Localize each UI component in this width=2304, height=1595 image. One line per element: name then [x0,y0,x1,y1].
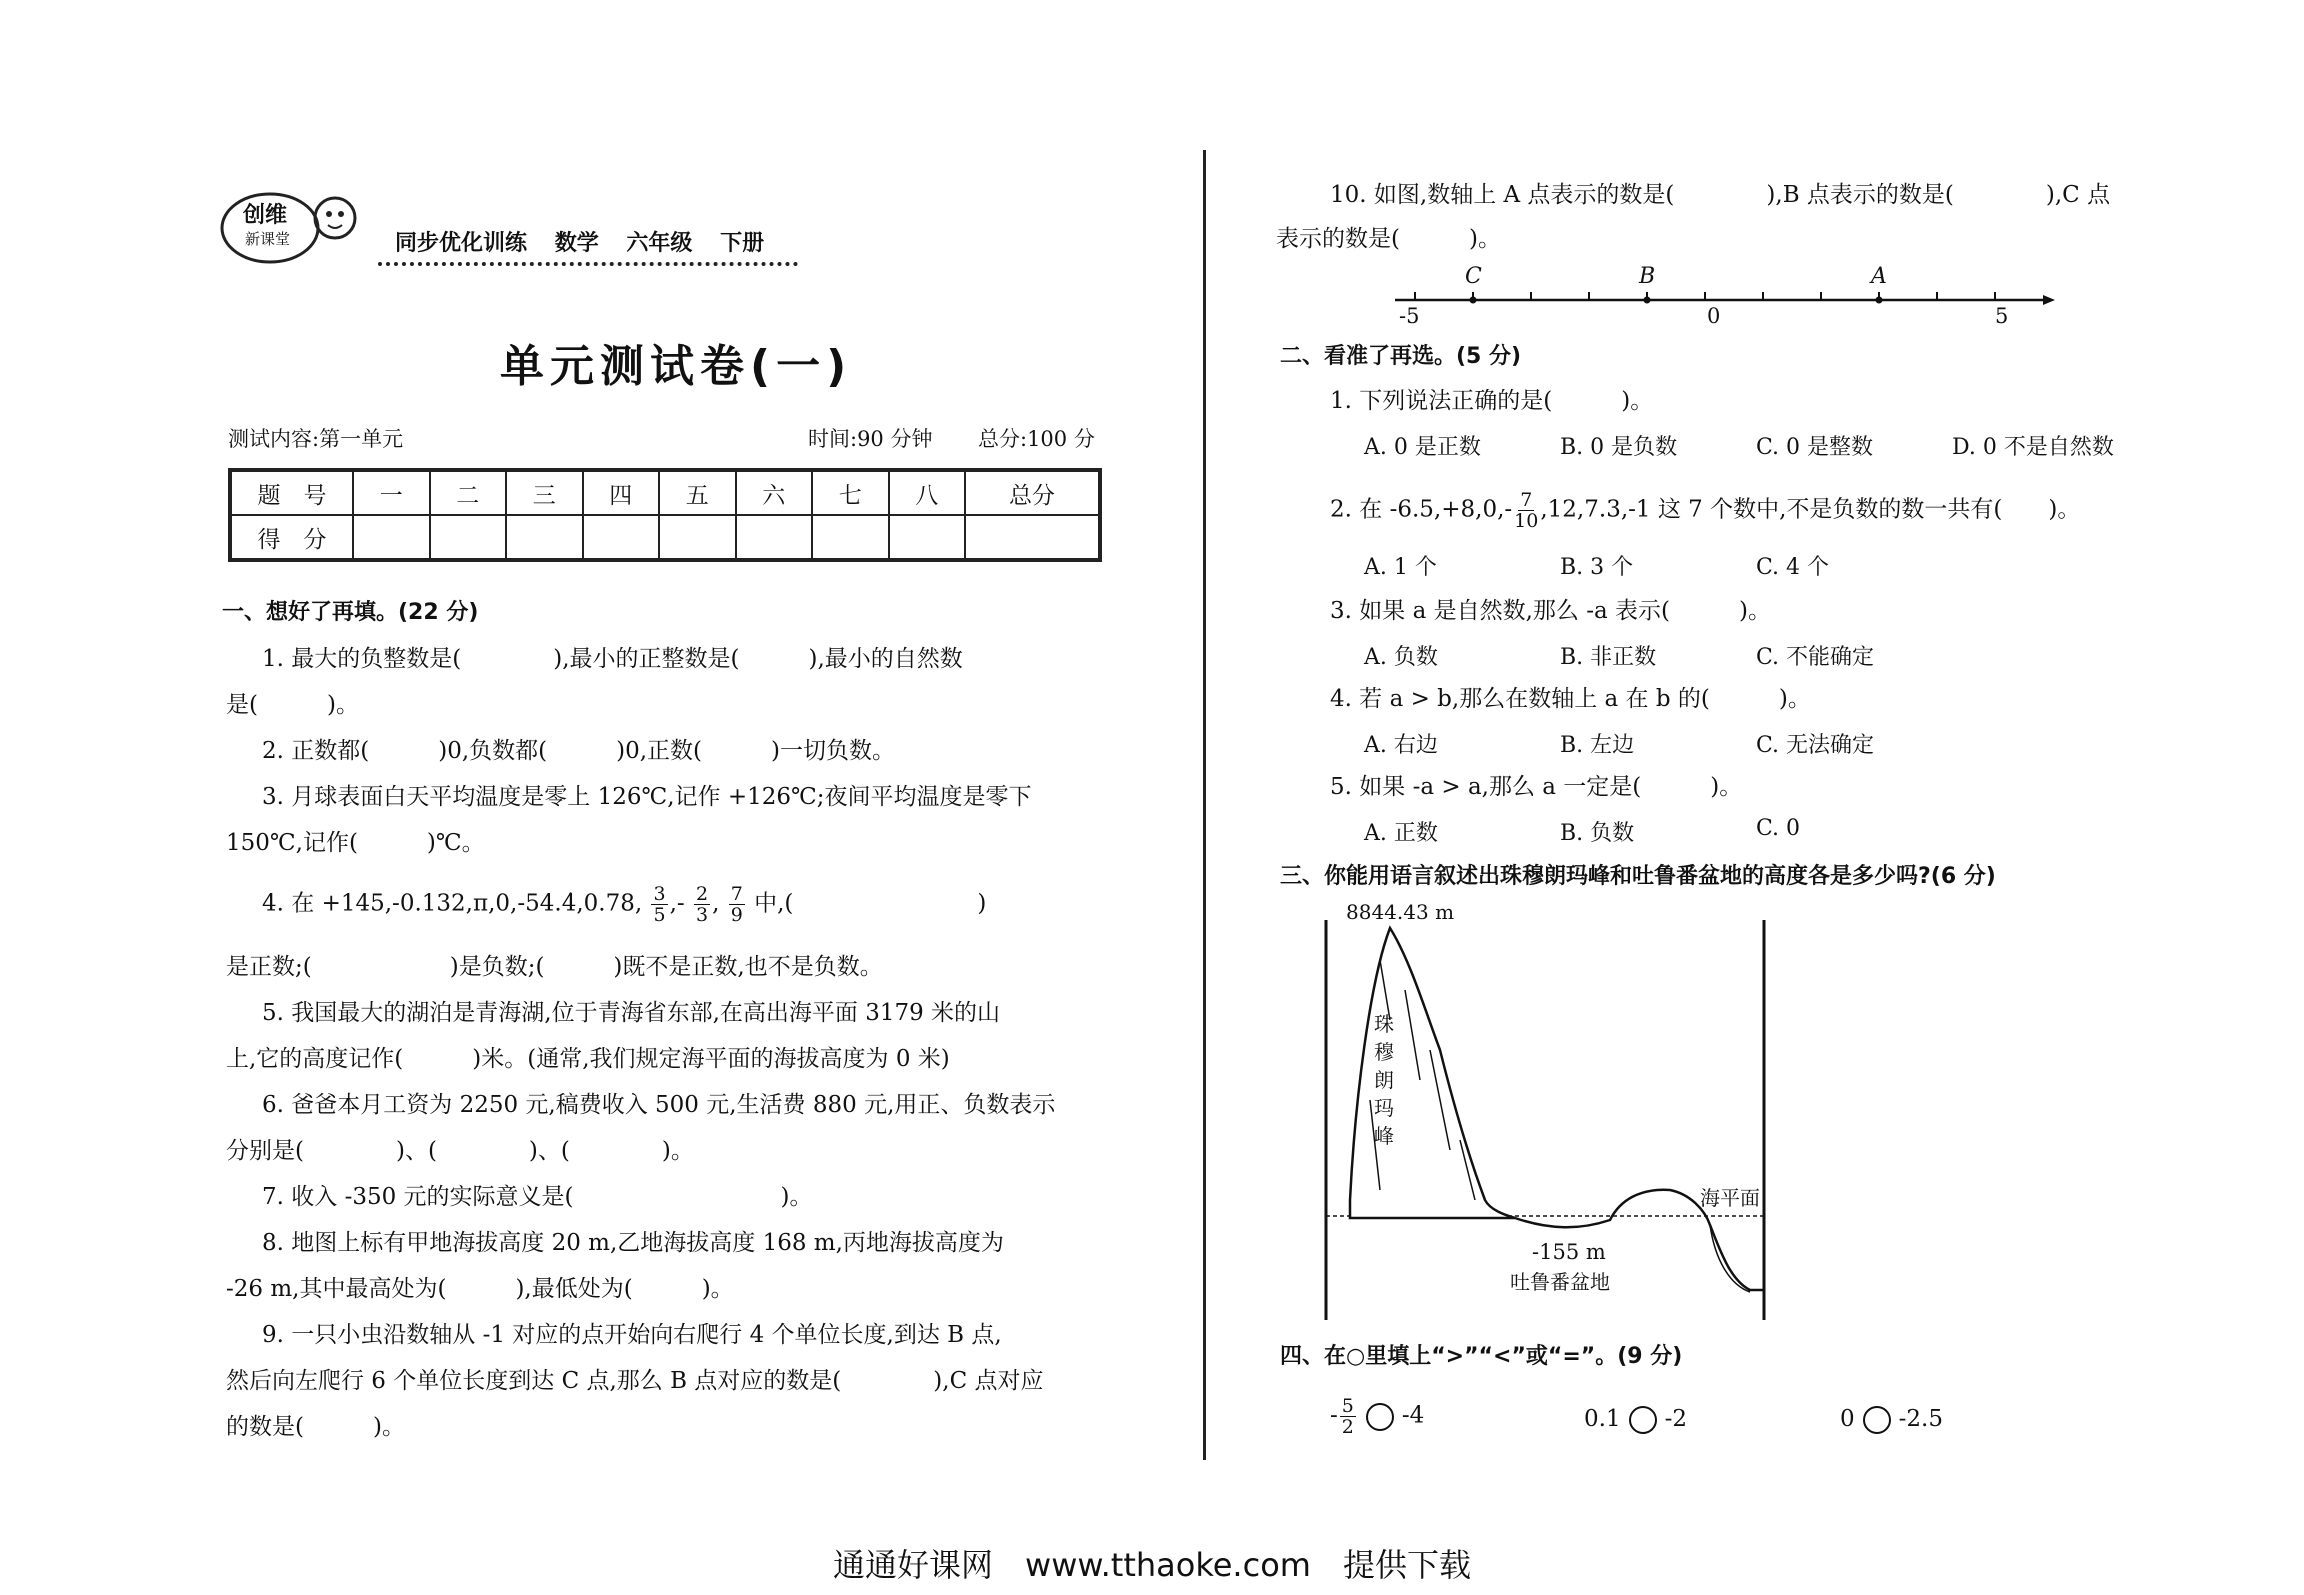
table-cell: 二 [430,470,507,515]
number-line [1395,264,2055,330]
label-a: A [1871,264,1887,289]
compare-value: -2.5 [1898,1406,1943,1432]
table-row [230,515,1100,560]
peak-name: 珠穆朗玛峰 [1374,1012,1394,1148]
q10-line2: 表示的数是( )。 [1276,226,1501,252]
question-line: 4. 在 +145,-0.132,π,0,-54.4̇,0.78, $\frac{3}{5}$ ,- $\frac{2}{3}$ , $\frac{7}{9}$ 中,( ) [262,883,987,926]
score-cell[interactable] [583,515,660,560]
question-line: 2. 正数都( )0,负数都( )0,正数( )一切负数。 [262,738,895,764]
question-line: 8. 地图上标有甲地海拔高度 20 m,乙地海拔高度 168 m,丙地海拔高度为 [262,1230,1004,1256]
fraction: $\frac{5}{2}$ [1341,1395,1354,1438]
option[interactable]: A. 1 个 [1364,555,1437,580]
elevation-diagram [1310,900,1780,1320]
series-name: 同步优化训练 [395,231,528,256]
question-line: 上,它的高度记作( )米。(通常,我们规定海平面的海拔高度为 0 米) [226,1046,950,1072]
score-cell[interactable] [736,515,813,560]
table-cell: 五 [659,470,736,515]
option[interactable]: B. 非正数 [1560,645,1657,670]
grade: 六年级 [626,231,693,256]
compare-item [1840,1404,1943,1434]
section3-title: 三、你能用语言叙述出珠穆朗玛峰和吐鲁番盆地的高度各是多少吗?(6 分) [1280,864,1996,889]
option[interactable]: C. 无法确定 [1756,733,1875,758]
question-line: 是( )。 [226,692,359,718]
question-line: 5. 如果 -a > a,那么 a 一定是( )。 [1330,774,1743,800]
peak-height: 8844.43 m [1346,900,1455,924]
book-header [395,226,764,257]
question-line: 7. 收入 -350 元的实际意义是( )。 [262,1184,813,1210]
fraction: $\frac{7}{10}$ [1514,489,1539,532]
page-title: 单元测试卷(一) [500,341,853,392]
compare-item: - $\frac{5}{2}$ -4 [1330,1395,1425,1438]
score-cell[interactable] [965,515,1100,560]
page-divider [1203,150,1206,1460]
table-cell: 总分 [965,470,1100,515]
score-table [228,468,1102,562]
q2-text: 2. 在 -6.5,+8,0,- [1330,496,1513,523]
question-line: 9. 一只小虫沿数轴从 -1 对应的点开始向右爬行 4 个单位长度,到达 B 点, [262,1322,1002,1348]
table-cell: 得 分 [230,515,353,560]
option[interactable]: A. 右边 [1364,733,1438,758]
number-line-svg [1395,270,2055,330]
compare-circle[interactable] [1629,1406,1657,1434]
point-c [1470,297,1477,304]
option[interactable]: A. 负数 [1364,645,1438,670]
compare-value: 0 [1840,1406,1855,1432]
compare-circle[interactable] [1863,1406,1891,1434]
fraction: $\frac{3}{5}$ [653,883,666,926]
option[interactable]: B. 负数 [1560,821,1635,846]
score-cell[interactable] [812,515,889,560]
label-b: B [1639,264,1656,289]
question-line [1330,490,2080,531]
score-cell[interactable] [353,515,430,560]
fraction: $\frac{2}{3}$ [695,883,709,926]
question-line: 6. 爸爸本月工资为 2250 元,稿费收入 500 元,生活费 880 元,用正、负数表示 [262,1092,1056,1118]
option[interactable]: C. 0 是整数 [1756,435,1874,460]
table-cell: 六 [736,470,813,515]
section1-title: 一、想好了再填。(22 分) [222,600,479,625]
logo-text: 创维 [243,203,288,228]
question-line: 的数是( )。 [226,1414,405,1440]
table-cell: 七 [812,470,889,515]
compare-value: -4 [1401,1402,1425,1429]
test-time: 时间:90 分钟 [808,427,933,451]
label-c: C [1465,264,1482,289]
option[interactable]: C. 0 [1756,816,1801,841]
header-divider [378,262,798,266]
option[interactable]: C. 不能确定 [1756,645,1875,670]
score-cell[interactable] [430,515,507,560]
logo-subtext: 新课堂 [245,230,291,248]
question-line: 150℃,记作( )℃。 [226,830,485,856]
score-cell[interactable] [659,515,736,560]
question-line: 是正数;( )是负数;( )既不是正数,也不是负数。 [226,954,883,980]
table-cell: 题 号 [230,470,353,515]
question-line: 4. 若 a > b,那么在数轴上 a 在 b 的( )。 [1330,686,1811,712]
volume: 下册 [720,231,765,256]
fraction: $\frac{7}{9}$ [730,883,743,926]
option[interactable]: A. 正数 [1364,821,1438,846]
option[interactable]: A. 0 是正数 [1364,435,1481,460]
question-line: -26 m,其中最高处为( ),最低处为( )。 [226,1276,734,1302]
question-line: 1. 下列说法正确的是( )。 [1330,388,1654,414]
question-line: 5. 我国最大的湖泊是青海湖,位于青海省东部,在高出海平面 3179 米的山 [262,1000,1001,1026]
option[interactable]: B. 3 个 [1560,555,1634,580]
question-line: 3. 月球表面白天平均温度是零上 126℃,记作 +126℃;夜间平均温度是零下 [262,784,1032,810]
q2-tail: ,12,7.3,-1 这 7 个数中,不是负数的数一共有( )。 [1540,496,2081,523]
q4-tail: 中,( ) [754,890,987,917]
section4-title: 四、在○里填上“>”“<”或“=”。(9 分) [1280,1344,1683,1369]
point-a [1876,297,1883,304]
sea-level-label: 海平面 [1700,1186,1760,1210]
basin-depth: -155 m [1532,1240,1606,1264]
point-b [1644,297,1651,304]
option[interactable]: C. 4 个 [1756,555,1830,580]
brand-logo [215,178,365,270]
q10-line1: 10. 如图,数轴上 A 点表示的数是( ),B 点表示的数是( ),C 点 [1330,182,2111,208]
section2-title: 二、看准了再选。(5 分) [1280,344,1522,369]
compare-value: -2 [1664,1406,1687,1432]
question-line: 分别是( )、( )、( )。 [226,1138,694,1164]
option[interactable]: D. 0 不是自然数 [1952,435,2114,460]
compare-value: 0.1 [1584,1406,1621,1432]
footer-watermark: 通通好课网 www.tthaoke.com 提供下载 [833,1546,1471,1584]
tick-label: 0 [1707,304,1721,328]
table-cell: 四 [583,470,660,515]
option[interactable]: B. 0 是负数 [1560,435,1678,460]
table-cell: 三 [506,470,583,515]
question-line: 然后向左爬行 6 个单位长度到达 C 点,那么 B 点对应的数是( ),C 点对应 [226,1368,1044,1394]
basin-name: 吐鲁番盆地 [1510,1270,1610,1294]
table-cell: 一 [353,470,430,515]
table-row [230,470,1100,515]
score-cell[interactable] [889,515,966,560]
table-cell: 八 [889,470,966,515]
question-line: 3. 如果 a 是自然数,那么 -a 表示( )。 [1330,598,1771,624]
q4-text: 4. 在 +145,-0.132,π,0,-54.4̇,0.78, [262,890,643,917]
subject: 数学 [554,231,599,256]
tick-label: 5 [1995,304,2009,328]
question-line: 1. 最大的负整数是( ),最小的正整数是( ),最小的自然数 [262,646,963,672]
option[interactable]: B. 左边 [1560,733,1635,758]
compare-circle[interactable] [1366,1403,1394,1431]
test-total: 总分:100 分 [978,427,1095,451]
tick-label: -5 [1399,304,1420,328]
compare-item [1584,1404,1687,1434]
test-content: 测试内容:第一单元 [228,427,404,451]
score-cell[interactable] [506,515,583,560]
